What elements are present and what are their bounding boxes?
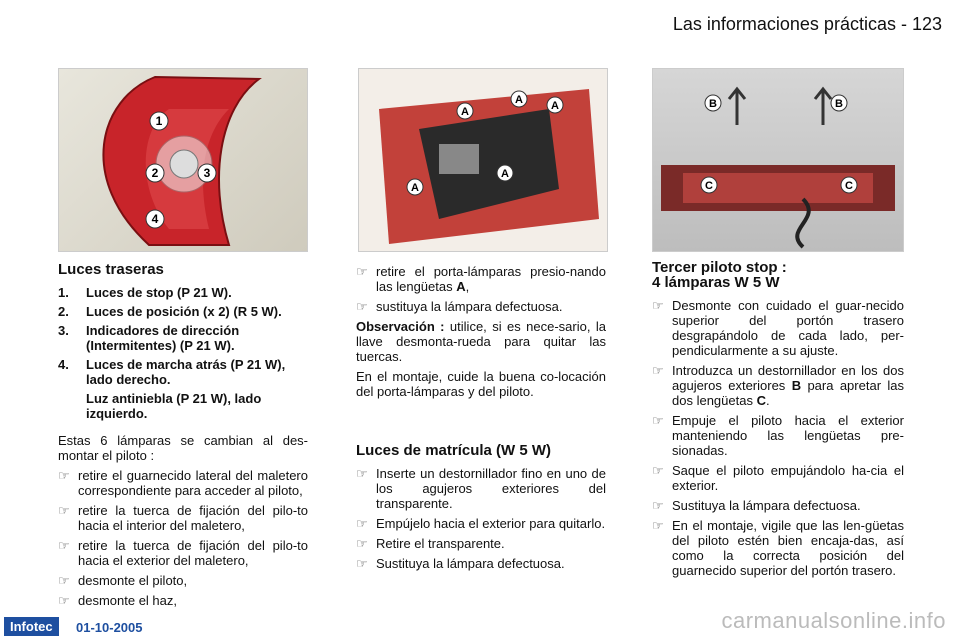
list-item: ☞ desmonte el haz,: [58, 593, 178, 608]
column-rear-lights: [58, 262, 308, 613]
callout-1: 1: [155, 114, 163, 128]
list-item: ☞ Desmonte con cuidado el guar-necido superior del portón trasero desgrapándolo de cada lado, per-pendicularmente a su ajuste.: [652, 298, 904, 358]
steps-list: [356, 264, 606, 314]
pointing-hand-icon: ☞: [356, 466, 368, 481]
list-item: 4. Luces de marcha atrás (P 21 W), lado derecho.: [58, 357, 286, 387]
section-title-third-stop: Tercer piloto stop : 4 lámparas W 5 W: [652, 259, 787, 291]
list-item: ☞ Sustituya la lámpara defectuosa.: [652, 498, 861, 513]
list-item: 3. Indicadores de dirección (Intermitentes) (P 21 W).: [58, 323, 240, 353]
pointing-hand-icon: ☞: [652, 413, 664, 428]
pointing-hand-icon: ☞: [58, 503, 70, 518]
footer-date: 01-10-2005: [76, 620, 143, 635]
pointing-hand-icon: ☞: [58, 573, 70, 588]
svg-text:A: A: [461, 106, 469, 118]
third-stop-illustration: [653, 69, 903, 251]
third-stop-steps: [652, 298, 904, 578]
callout-2: 2: [151, 166, 159, 180]
pointing-hand-icon: ☞: [356, 264, 368, 279]
list-item: ☞ En el montaje, vigile que las len-güetas del piloto estén bien encaja-das, así como la correcta posición del guarnecido superior del portón trasero.: [652, 518, 904, 578]
lamp-holder-illustration: [359, 69, 607, 251]
list-item: ☞ Saque el piloto empujándolo ha-cia el exterior.: [652, 463, 904, 493]
svg-text:A: A: [515, 94, 523, 106]
pointing-hand-icon: ☞: [652, 363, 664, 378]
svg-text:A: A: [411, 182, 419, 194]
list-item: 2. Luces de posición (x 2) (R 5 W).: [58, 304, 282, 319]
list-item: ☞ retire la tuerca de fijación del pilo-to hacia el interior del maletero,: [58, 503, 308, 533]
callout-3: 3: [203, 166, 211, 180]
steps-list: [58, 468, 308, 608]
svg-text:B: B: [835, 98, 843, 110]
svg-text:A: A: [551, 100, 559, 112]
list-item-sub: Luz antiniebla (P 21 W), lado izquierdo.: [86, 391, 262, 421]
plate-steps-list: [356, 466, 606, 571]
list-item: ☞ Inserte un destornillador fino en uno de los agujeros exteriores del transparente.: [356, 466, 606, 511]
callout-4: 4: [151, 212, 159, 226]
svg-text:B: B: [709, 98, 717, 110]
list-item: ☞ desmonte el piloto,: [58, 573, 188, 588]
page-header: Las informaciones prácticas - 123: [672, 14, 942, 34]
pointing-hand-icon: ☞: [356, 516, 368, 531]
pointing-hand-icon: ☞: [58, 538, 70, 553]
section-title-plate-lights: Luces de matrícula (W 5 W): [356, 442, 552, 459]
pointing-hand-icon: ☞: [652, 463, 664, 478]
assembly-note: En el montaje, cuide la buena co-locación del porta-lámparas y del piloto.: [356, 369, 606, 399]
svg-text:A: A: [501, 168, 509, 180]
third-stop-photo: [652, 68, 904, 252]
lamp-list: [58, 285, 308, 387]
pointing-hand-icon: ☞: [58, 468, 70, 483]
column-lamp-holder: [356, 264, 606, 576]
rear-lamp-photo: [58, 68, 308, 252]
list-item: ☞ sustituya la lámpara defectuosa.: [356, 299, 563, 314]
svg-text:C: C: [845, 180, 853, 192]
list-item: ☞ Introduzca un destornillador en los dos agujeros exteriores B para apretar las dos lengüetas C.: [652, 363, 905, 408]
list-item: ☞ retire la tuerca de fijación del pilo-to hacia el exterior del maletero,: [58, 538, 308, 568]
pointing-hand-icon: ☞: [652, 298, 664, 313]
pointing-hand-icon: ☞: [652, 498, 664, 513]
pointing-hand-icon: ☞: [652, 518, 664, 533]
list-item: ☞ retire el guarnecido lateral del maletero correspondiente para acceder al piloto,: [58, 468, 308, 498]
list-item: ☞ Empuje el piloto hacia el exterior manteniendo las lengüetas pre-sionadas.: [652, 413, 904, 458]
svg-text:C: C: [705, 180, 713, 192]
intro-text: Estas 6 lámparas se cambian al des-montar el piloto :: [58, 433, 308, 463]
list-item: 1. Luces de stop (P 21 W).: [58, 285, 232, 300]
list-item: ☞ Sustituya la lámpara defectuosa.: [356, 556, 565, 571]
pointing-hand-icon: ☞: [356, 556, 368, 571]
watermark: carmanualsonline.info: [721, 608, 946, 633]
rear-lamp-illustration: [59, 69, 307, 251]
observation-text: Observación : utilice, si es nece-sario, la llave desmonta-rueda para quitar las tuercas.: [356, 319, 607, 364]
list-item: ☞ retire el porta-lámparas presio-nando las lengüetas A,: [356, 264, 606, 294]
list-item: ☞ Empújelo hacia el exterior para quitarlo.: [356, 516, 606, 531]
pointing-hand-icon: ☞: [356, 536, 368, 551]
list-item: ☞ Retire el transparente.: [356, 536, 505, 551]
infotec-badge: Infotec: [4, 617, 59, 636]
lamp-holder-photo: [358, 68, 608, 252]
column-third-stop: [652, 260, 904, 583]
pointing-hand-icon: ☞: [58, 593, 70, 608]
pointing-hand-icon: ☞: [356, 299, 368, 314]
section-title: Luces traseras: [58, 261, 164, 278]
